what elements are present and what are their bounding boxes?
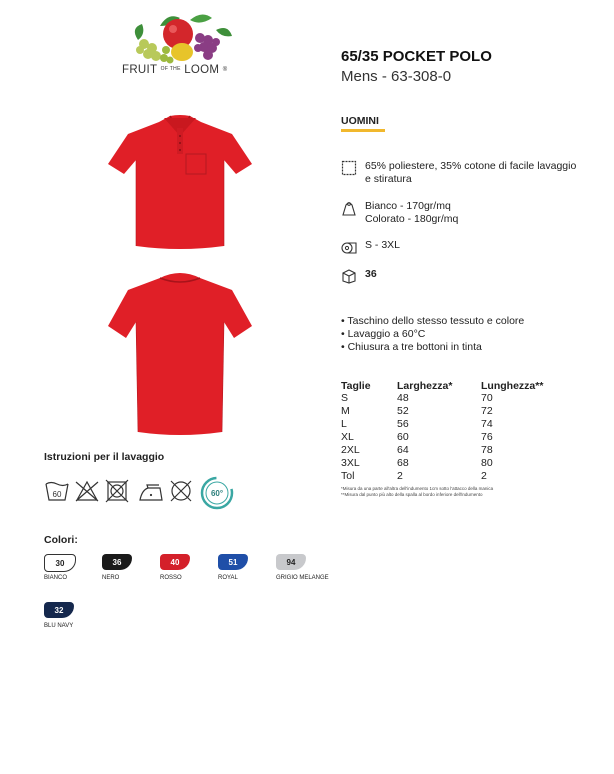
shirt-front-image (104, 112, 254, 257)
swatch-code: 51 (228, 557, 238, 567)
badge-temp-text: 60° (210, 489, 224, 498)
box-icon (341, 268, 357, 284)
wash-60-badge-icon (202, 478, 232, 508)
brand-name-small: OF THE (160, 66, 181, 73)
sizes-text: S - 3XL (365, 239, 401, 251)
wash-temp-text: 60 (52, 490, 62, 499)
care-title: Istruzioni per il lavaggio (44, 451, 165, 463)
wash-60-icon (46, 483, 68, 501)
color-swatch-grigio-melange (276, 554, 306, 570)
color-swatch-nero (102, 554, 132, 570)
table-row: L 56 74 (341, 418, 493, 430)
size-note-width: *Misura da una parte all'altra dell'indumento 1cm sotto l'attacco della manica (341, 486, 494, 491)
swatch-code: 32 (54, 605, 64, 615)
registered-mark-icon: ® (222, 66, 228, 73)
feature-item: • Chiusura a tre bottoni in tinta (341, 341, 482, 353)
size-table-header (341, 379, 543, 392)
product-subtitle: Mens - 63-308-0 (341, 68, 452, 85)
no-tumble-dry-icon (106, 480, 128, 502)
feature-item: • Taschino dello stesso tessuto e colore (341, 315, 525, 327)
product-category: UOMINI (341, 115, 379, 127)
color-label-rosso: ROSSO (160, 575, 182, 581)
care-icons (44, 476, 244, 515)
swatch-code: 30 (55, 558, 65, 568)
pack-text: 36 (365, 268, 377, 280)
brand-name-left: FRUIT (122, 64, 158, 76)
feature-list (341, 315, 524, 354)
spec-pack (341, 268, 377, 284)
table-row: S 48 70 (341, 392, 493, 404)
product-title: 65/35 POCKET POLO (341, 48, 492, 65)
header-width: Larghezza* (397, 379, 453, 392)
iron-low-icon (140, 485, 162, 500)
weight-colored: Colorato - 180gr/mq (365, 213, 459, 225)
color-label-nero: NERO (102, 575, 120, 581)
swatch-code: 40 (170, 557, 180, 567)
no-bleach-icon (76, 482, 98, 501)
category-underline (341, 129, 385, 132)
color-swatch-blu-navy (44, 602, 74, 618)
color-label-royal: ROYAL (218, 575, 238, 581)
size-notes (341, 486, 493, 497)
color-swatch-royal (218, 554, 248, 570)
brand-wordmark (122, 64, 228, 76)
colors-title: Colori: (44, 534, 78, 546)
color-label-grigio-melange: GRIGIO MELANGE (276, 575, 329, 581)
fabric-icon (341, 160, 357, 176)
shirt-back-image (104, 266, 254, 443)
color-swatch-rosso (160, 554, 190, 570)
brand-name-right: LOOM (184, 64, 220, 76)
table-row: 2XL 64 78 (341, 444, 493, 456)
table-row: M 52 72 (341, 405, 493, 417)
table-row: Tol 2 2 (341, 470, 487, 482)
spec-weight (341, 200, 458, 226)
fabric-text: 65% poliestere, 35% cotone di facile lavaggio e stiratura (365, 160, 577, 185)
size-table (341, 379, 543, 483)
weight-icon (341, 200, 357, 216)
no-dry-clean-icon (171, 481, 191, 501)
spec-sizes (341, 239, 400, 255)
size-note-length: **Misura dal punto più alto della spalla al bordo inferiore dell'indumento (341, 491, 483, 497)
header-size: Taglie (341, 379, 371, 392)
swatch-code: 36 (112, 557, 122, 567)
spec-fabric (341, 160, 581, 186)
swatch-code: 94 (286, 557, 296, 567)
color-swatch-bianco (44, 554, 76, 572)
weight-white: Bianco - 170gr/mq (365, 200, 451, 212)
color-label-blu-navy: BLU NAVY (44, 623, 74, 629)
table-row: 3XL 68 80 (341, 457, 493, 469)
header-length: Lunghezza** (481, 379, 544, 392)
color-label-bianco: BIANCO (44, 575, 68, 581)
table-row: XL 60 76 (341, 431, 493, 443)
feature-item: • Lavaggio a 60°C (341, 328, 426, 340)
measuring-tape-icon (341, 239, 357, 255)
